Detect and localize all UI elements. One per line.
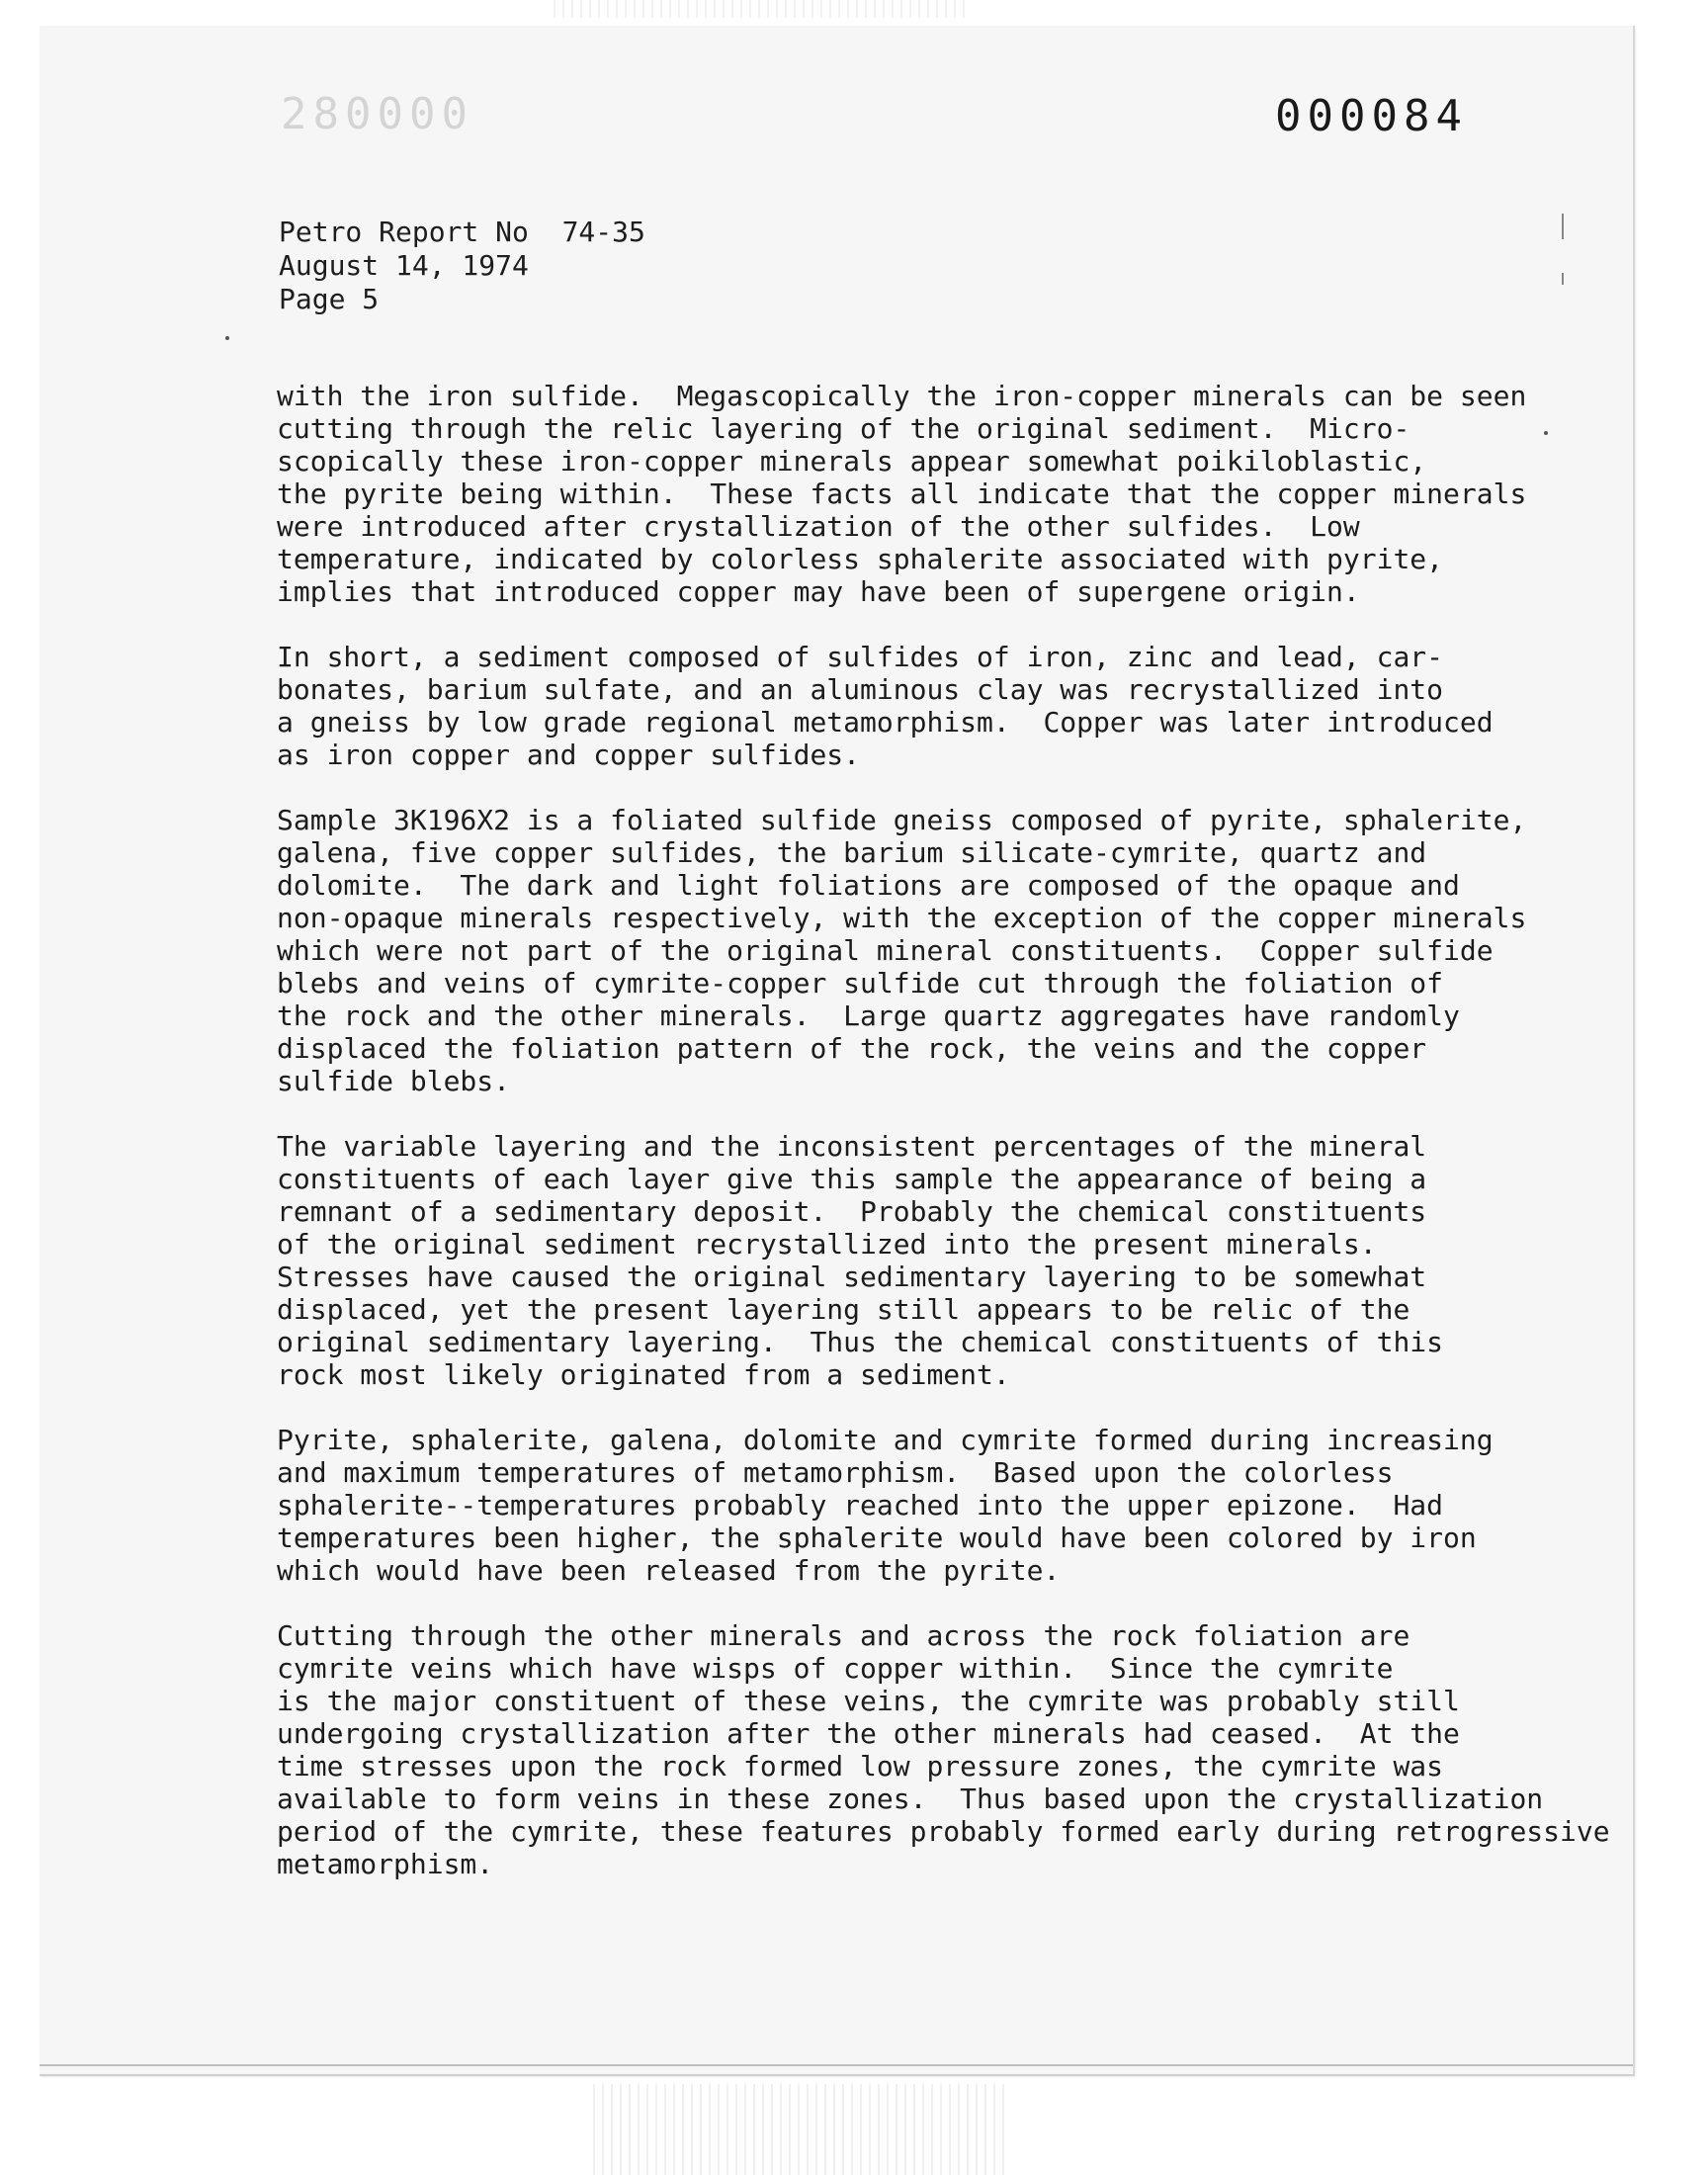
- paragraph: [277, 1619, 1610, 1880]
- text-line: blebs and veins of cymrite-copper sulfide cut through the foliation of: [277, 967, 1444, 1000]
- text-line: available to form veins in these zones. Thus based upon the crystallization: [277, 1783, 1544, 1815]
- text-line: Sample 3K196X2 is a foliated sulfide gneiss composed of pyrite, sphalerite,: [277, 804, 1527, 836]
- text-line: cymrite veins which have wisps of copper within. Since the cymrite: [277, 1652, 1394, 1685]
- text-line: sphalerite--temperatures probably reached into the upper epizone. Had: [277, 1489, 1444, 1522]
- paragraph: [277, 804, 1601, 1097]
- text-line: non-opaque minerals respectively, with the exception of the copper minerals: [277, 902, 1527, 934]
- text-line: constituents of each layer give this sample the appearance of being a: [277, 1163, 1427, 1195]
- text-line: displaced, yet the present layering still appears to be relic of the: [277, 1293, 1410, 1326]
- text-line: with the iron sulfide. Megascopically the iron-copper minerals can be seen: [277, 380, 1527, 412]
- report-date: August 14, 1974: [279, 249, 529, 282]
- report-body: [277, 380, 1610, 1913]
- text-line: Cutting through the other minerals and across the rock foliation are: [277, 1619, 1410, 1652]
- text-line: bonates, barium sulfate, and an aluminous clay was recrystallized into: [277, 673, 1444, 706]
- text-line: a gneiss by low grade regional metamorphism. Copper was later introduced: [277, 706, 1494, 739]
- text-line: rock most likely originated from a sediment.: [277, 1358, 1010, 1391]
- scan-artifact-top: [554, 0, 969, 18]
- text-line: dolomite. The dark and light foliations are composed of the opaque and: [277, 869, 1460, 902]
- text-line: displaced the foliation pattern of the rock, the veins and the copper: [277, 1032, 1427, 1065]
- report-number: Petro Report No 74-35: [279, 216, 645, 248]
- text-line: the pyrite being within. These facts all indicate that the copper minerals: [277, 478, 1527, 510]
- report-header: [279, 216, 645, 316]
- text-line: time stresses upon the rock formed low pressure zones, the cymrite was: [277, 1750, 1444, 1783]
- text-line: temperatures been higher, the sphalerite would have been colored by iron: [277, 1522, 1477, 1554]
- text-line: which were not part of the original mineral constituents. Copper sulfide: [277, 934, 1494, 967]
- text-line: original sedimentary layering. Thus the chemical constituents of this: [277, 1326, 1444, 1358]
- text-line: scopically these iron-copper minerals appear somewhat poikiloblastic,: [277, 445, 1427, 478]
- text-line: implies that introduced copper may have been of supergene origin.: [277, 575, 1360, 608]
- text-line: the rock and the other minerals. Large quartz aggregates have randomly: [277, 1000, 1460, 1032]
- text-line: remnant of a sedimentary deposit. Probably the chemical constituents: [277, 1195, 1427, 1228]
- text-line: of the original sediment recrystallized into the present minerals.: [277, 1228, 1377, 1261]
- paragraph: [277, 380, 1601, 608]
- report-page: Page 5: [279, 283, 380, 315]
- text-line: Pyrite, sphalerite, galena, dolomite and cymrite formed during increasing: [277, 1424, 1494, 1456]
- page-number-stamp: 000084: [1275, 91, 1468, 141]
- text-line: In short, a sediment composed of sulfides of iron, zinc and lead, car-: [277, 641, 1444, 673]
- text-line: and maximum temperatures of metamorphism. Based upon the colorless: [277, 1456, 1394, 1489]
- text-line: period of the cymrite, these features probably formed early during retrogressive: [277, 1815, 1610, 1848]
- paragraph: [277, 641, 1601, 771]
- scan-edge-mark: [1562, 214, 1564, 239]
- text-line: The variable layering and the inconsistent percentages of the mineral: [277, 1130, 1427, 1163]
- text-line: cutting through the relic layering of the original sediment. Micro-: [277, 412, 1410, 445]
- scan-edge-mark: [1562, 273, 1564, 285]
- text-line: is the major constituent of these veins, the cymrite was probably still: [277, 1685, 1460, 1717]
- text-line: as iron copper and copper sulfides.: [277, 739, 861, 771]
- faded-page-number-stamp: 280000: [281, 89, 473, 139]
- text-line: undergoing crystallization after the other minerals had ceased. At the: [277, 1717, 1460, 1750]
- paragraph: [277, 1130, 1601, 1391]
- text-line: temperature, indicated by colorless sphalerite associated with pyrite,: [277, 543, 1444, 575]
- text-line: which would have been released from the pyrite.: [277, 1554, 1061, 1587]
- scan-speck: [225, 336, 229, 340]
- text-line: galena, five copper sulfides, the barium silicate-cymrite, quartz and: [277, 836, 1427, 869]
- text-line: sulfide blebs.: [277, 1065, 511, 1097]
- text-line: metamorphism.: [277, 1848, 494, 1880]
- text-line: were introduced after crystallization of the other sulfides. Low: [277, 510, 1360, 543]
- text-line: Stresses have caused the original sedimentary layering to be somewhat: [277, 1261, 1427, 1293]
- page-bottom-edge: [40, 2064, 1633, 2066]
- scan-artifact-bottom: [593, 2084, 1008, 2175]
- document-page: [40, 26, 1635, 2076]
- paragraph: [277, 1424, 1601, 1587]
